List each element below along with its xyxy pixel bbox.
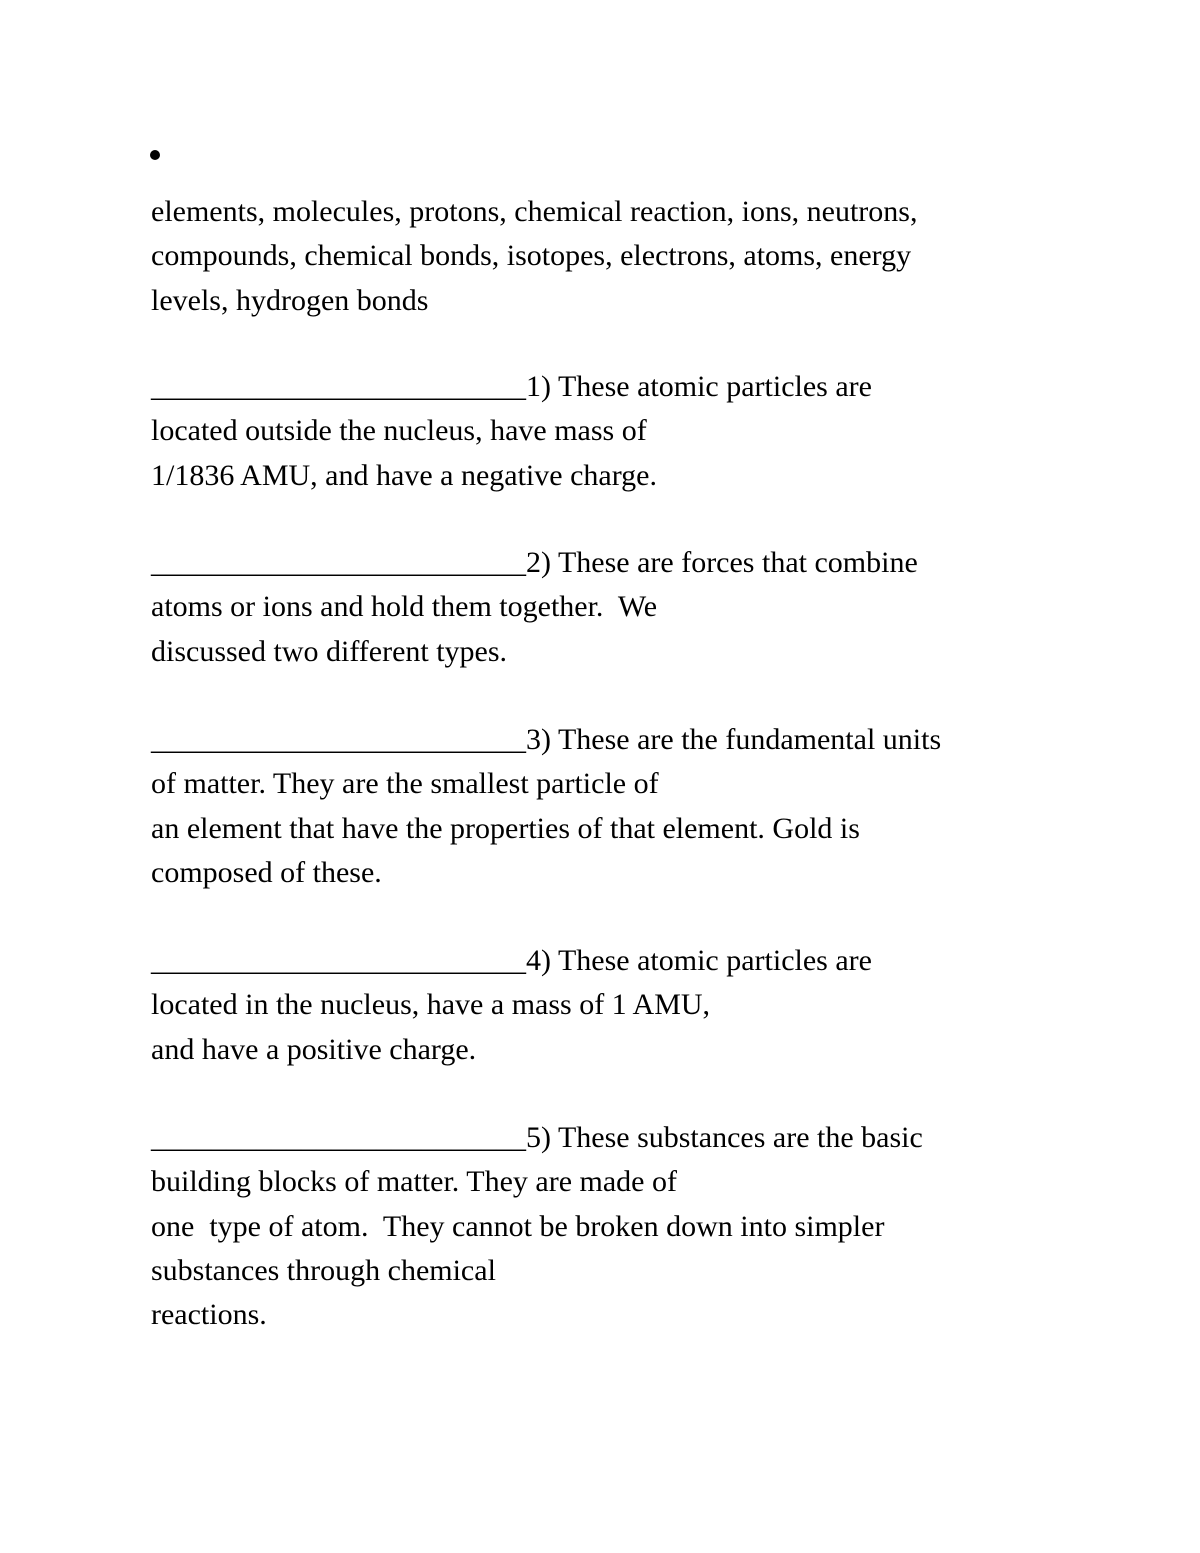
question-text-line: located in the nucleus, have a mass of 1 AMU, xyxy=(151,988,711,1022)
bullet-icon xyxy=(150,150,160,160)
word-bank-line: compounds, chemical bonds, isotopes, electrons, atoms, energy xyxy=(151,239,912,273)
question-first-line xyxy=(151,365,1131,409)
question-text: 4) These atomic particles are xyxy=(526,944,872,977)
question-5 xyxy=(151,1116,1131,1337)
word-bank-line: elements, molecules, protons, chemical reaction, ions, neutrons, xyxy=(151,195,918,228)
question-text-line: of matter. They are the smallest particle of xyxy=(151,767,659,801)
question-2 xyxy=(151,541,1131,674)
question-4 xyxy=(151,939,1131,1072)
question-1 xyxy=(151,365,1131,498)
question-first-line xyxy=(151,939,1131,983)
question-text: 3) These are the fundamental units xyxy=(526,723,942,756)
question-3 xyxy=(151,718,1131,895)
answer-blank[interactable]: _________________________ xyxy=(151,944,526,977)
word-bank-line: levels, hydrogen bonds xyxy=(151,283,429,317)
question-text: 5) These substances are the basic xyxy=(526,1121,923,1154)
question-text-line: an element that have the properties of that element. Gold is xyxy=(151,811,860,845)
question-first-line xyxy=(151,718,1131,762)
question-text-line: and have a positive charge. xyxy=(151,1032,477,1066)
question-text: 2) These are forces that combine xyxy=(526,546,918,579)
question-text-line: 1/1836 AMU, and have a negative charge. xyxy=(151,458,657,492)
question-text-line: discussed two different types. xyxy=(151,634,508,668)
question-text: 1) These atomic particles are xyxy=(526,370,872,403)
answer-blank[interactable]: _________________________ xyxy=(151,1121,526,1154)
question-first-line xyxy=(151,541,1131,585)
question-text-line: composed of these. xyxy=(151,855,382,889)
answer-blank[interactable]: _________________________ xyxy=(151,723,526,756)
question-text-line: reactions. xyxy=(151,1298,267,1332)
question-first-line xyxy=(151,1116,1131,1160)
question-text-line: atoms or ions and hold them together. We xyxy=(151,590,658,624)
question-text-line: located outside the nucleus, have mass of xyxy=(151,414,647,448)
question-text-line: substances through chemical xyxy=(151,1253,496,1287)
answer-blank[interactable]: _________________________ xyxy=(151,370,526,403)
question-text-line: building blocks of matter. They are made of xyxy=(151,1165,677,1199)
word-bank xyxy=(151,190,1071,323)
question-text-line: one type of atom. They cannot be broken down into simpler xyxy=(151,1209,885,1243)
answer-blank[interactable]: _________________________ xyxy=(151,546,526,579)
